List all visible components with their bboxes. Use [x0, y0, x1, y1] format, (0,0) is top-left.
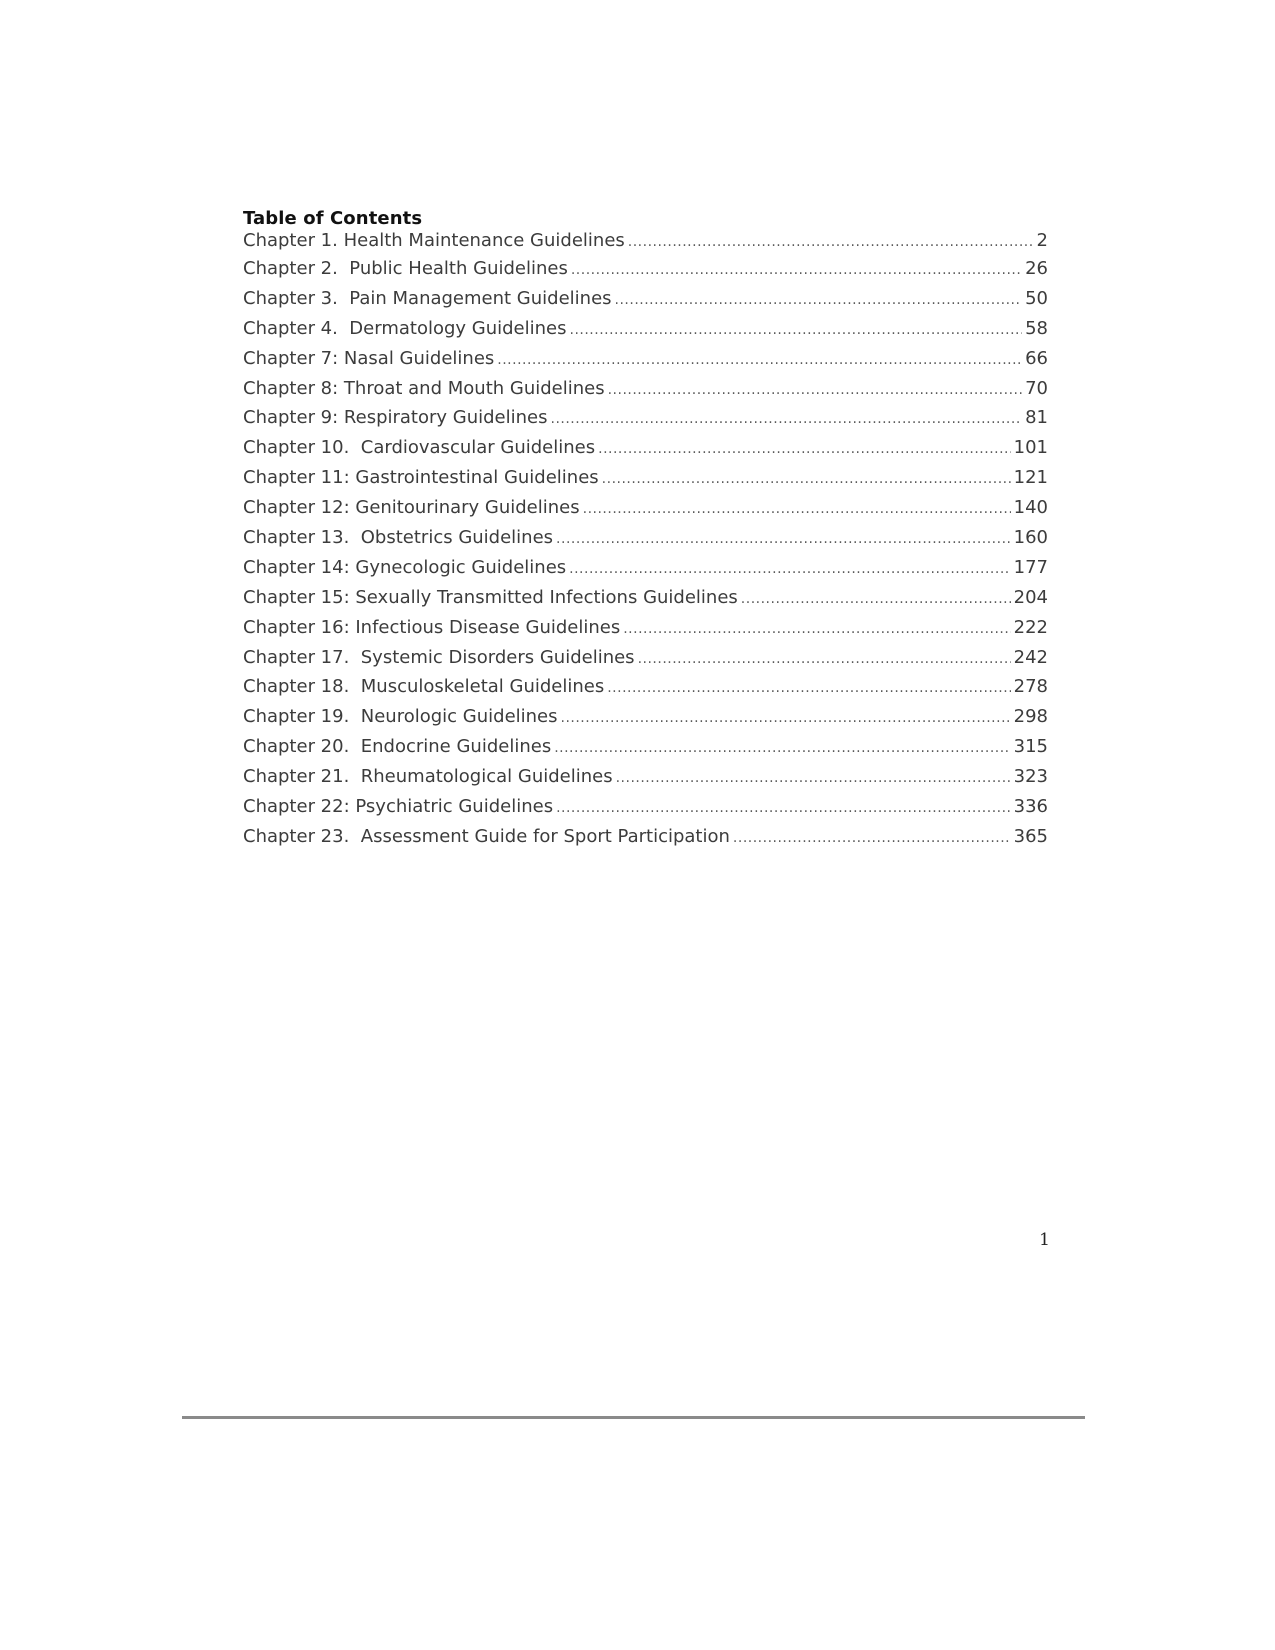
toc-entry-title: Chapter 22: Psychiatric Guidelines — [243, 796, 554, 818]
table-of-contents — [243, 208, 1048, 856]
toc-entry-page: 81 — [1025, 407, 1048, 429]
toc-entry-title: Chapter 17. Systemic Disorders Guidelines — [243, 646, 635, 668]
dot-leader — [554, 737, 1010, 759]
toc-entry-page: 336 — [1013, 796, 1048, 818]
dot-leader — [616, 767, 1011, 789]
toc-entry[interactable] — [243, 230, 1048, 258]
dot-leader — [607, 677, 1010, 699]
toc-entry-title: Chapter 11: Gastrointestinal Guidelines — [243, 467, 599, 489]
dot-leader — [615, 289, 1023, 311]
toc-entry-page: 101 — [1013, 437, 1048, 459]
toc-entry-title: Chapter 20. Endocrine Guidelines — [243, 736, 552, 758]
toc-entry-page: 2 — [1036, 230, 1048, 251]
toc-entry[interactable] — [243, 497, 1048, 527]
toc-entry-page: 298 — [1013, 706, 1048, 728]
toc-entry[interactable] — [243, 288, 1048, 318]
toc-entry[interactable] — [243, 467, 1048, 497]
dot-leader — [741, 588, 1011, 610]
dot-leader — [638, 648, 1011, 670]
toc-entry-title: Chapter 16: Infectious Disease Guidelines — [243, 616, 621, 638]
toc-entry[interactable] — [243, 527, 1048, 557]
dot-leader — [570, 319, 1023, 341]
toc-entry-page: 26 — [1025, 258, 1048, 279]
toc-entry[interactable] — [243, 407, 1048, 437]
toc-entry[interactable] — [243, 348, 1048, 378]
toc-entry-page: 278 — [1013, 676, 1048, 698]
toc-entry-title: Chapter 23. Assessment Guide for Sport Participation — [243, 825, 730, 847]
toc-entry[interactable] — [243, 557, 1048, 587]
toc-entry-title: Chapter 21. Rheumatological Guidelines — [243, 766, 613, 788]
toc-entry-page: 66 — [1025, 347, 1048, 369]
toc-entry-title: Chapter 14: Gynecologic Guidelines — [243, 556, 567, 578]
dot-leader — [556, 797, 1011, 819]
toc-entry-page: 160 — [1013, 527, 1048, 549]
dot-leader — [602, 468, 1011, 490]
dot-leader — [583, 498, 1011, 520]
toc-entry-title: Chapter 2. Public Health Guidelines — [243, 258, 568, 279]
dot-leader — [561, 707, 1011, 729]
toc-entry-page: 177 — [1013, 556, 1048, 578]
dot-leader — [733, 827, 1011, 849]
toc-entry-title: Chapter 1. Health Maintenance Guidelines — [243, 230, 625, 251]
toc-entry[interactable] — [243, 318, 1048, 348]
footer-divider — [182, 1416, 1085, 1419]
toc-entry[interactable] — [243, 378, 1048, 408]
toc-entry[interactable] — [243, 258, 1048, 288]
toc-entry-page: 50 — [1025, 287, 1048, 309]
dot-leader — [571, 259, 1022, 281]
dot-leader — [608, 379, 1022, 401]
toc-entry-page: 70 — [1025, 377, 1048, 399]
toc-entry-title: Chapter 4. Dermatology Guidelines — [243, 317, 567, 339]
toc-entry-title: Chapter 10. Cardiovascular Guidelines — [243, 437, 596, 459]
toc-entry-page: 315 — [1013, 736, 1048, 758]
toc-entry-title: Chapter 18. Musculoskeletal Guidelines — [243, 676, 605, 698]
dot-leader — [623, 618, 1010, 640]
toc-entry-title: Chapter 7: Nasal Guidelines — [243, 347, 495, 369]
toc-entry-page: 365 — [1013, 825, 1048, 847]
dot-leader — [551, 408, 1023, 430]
toc-entry-page: 121 — [1013, 467, 1048, 489]
toc-entry[interactable] — [243, 766, 1048, 796]
dot-leader — [569, 558, 1010, 580]
toc-entry-title: Chapter 12: Genitourinary Guidelines — [243, 497, 580, 519]
toc-entry-title: Chapter 13. Obstetrics Guidelines — [243, 527, 554, 549]
toc-entry-page: 58 — [1025, 317, 1048, 339]
dot-leader — [598, 438, 1011, 460]
toc-entry[interactable] — [243, 676, 1048, 706]
toc-entry-title: Chapter 19. Neurologic Guidelines — [243, 706, 558, 728]
toc-entry-title: Chapter 9: Respiratory Guidelines — [243, 407, 548, 429]
toc-list — [243, 230, 1048, 856]
toc-entry[interactable] — [243, 617, 1048, 647]
dot-leader — [556, 528, 1011, 550]
toc-entry[interactable] — [243, 647, 1048, 677]
toc-entry[interactable] — [243, 437, 1048, 467]
toc-entry-page: 323 — [1013, 766, 1048, 788]
toc-entry-title: Chapter 3. Pain Management Guidelines — [243, 287, 612, 309]
toc-title: Table of Contents — [243, 208, 423, 229]
toc-entry[interactable] — [243, 706, 1048, 736]
toc-entry-page: 222 — [1013, 616, 1048, 638]
dot-leader — [497, 349, 1022, 371]
page-number: 1 — [1039, 1230, 1050, 1250]
toc-entry[interactable] — [243, 587, 1048, 617]
toc-entry-page: 140 — [1013, 497, 1048, 519]
toc-entry[interactable] — [243, 736, 1048, 766]
dot-leader — [628, 231, 1034, 253]
toc-entry[interactable] — [243, 796, 1048, 826]
toc-entry-page: 204 — [1013, 586, 1048, 608]
toc-entry-title: Chapter 15: Sexually Transmitted Infections Guidelines — [243, 586, 738, 608]
toc-entry[interactable] — [243, 826, 1048, 856]
toc-entry-page: 242 — [1013, 646, 1048, 668]
toc-entry-title: Chapter 8: Throat and Mouth Guidelines — [243, 377, 605, 399]
